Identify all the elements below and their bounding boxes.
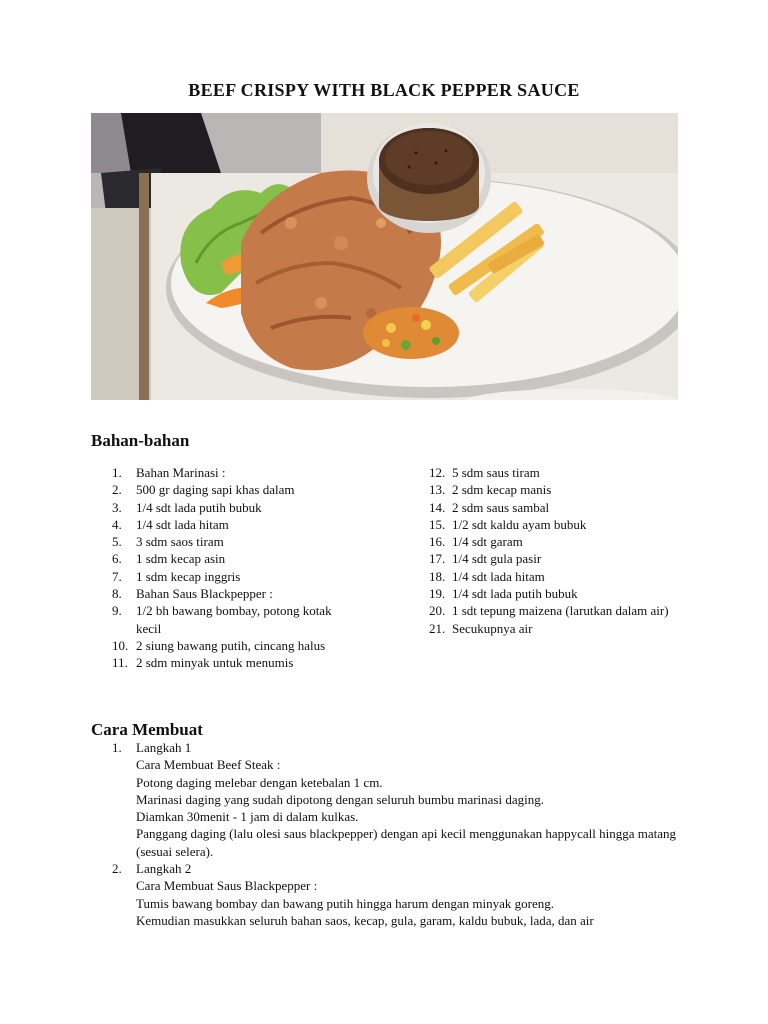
- step-line: Langkah 2: [136, 861, 192, 877]
- method-steps: [91, 739, 691, 929]
- ingredient-number: 11.: [112, 655, 128, 671]
- step-line: Marinasi daging yang sudah dipotong dengan seluruh bumbu marinasi daging.: [136, 791, 544, 807]
- ingredient-item: [91, 499, 341, 516]
- ingredient-number: 13.: [429, 482, 446, 498]
- ingredient-number: 20.: [429, 603, 446, 619]
- ingredient-number: 3.: [112, 499, 122, 515]
- ingredients-list-right: [429, 464, 684, 637]
- ingredient-text: 1/4 sdt garam: [452, 534, 523, 550]
- ingredient-text: Secukupnya air: [452, 620, 533, 636]
- ingredient-text: 5 sdm saus tiram: [452, 465, 540, 480]
- ingredient-item: [429, 550, 684, 567]
- ingredient-item: [91, 568, 341, 585]
- ingredient-text: 1/4 sdt lada hitam: [452, 568, 545, 584]
- ingredient-item: [429, 602, 684, 619]
- ingredient-text: 1/2 sdt kaldu ayam bubuk: [452, 516, 587, 532]
- ingredient-item: [429, 499, 684, 516]
- ingredient-number: 9.: [112, 603, 122, 619]
- dish-photo: [91, 113, 678, 400]
- ingredient-number: 5.: [112, 534, 122, 550]
- ingredient-number: 16.: [429, 534, 446, 550]
- step-line: Diamkan 30menit - 1 jam di dalam kulkas.: [136, 809, 359, 825]
- step-number: 2.: [112, 861, 122, 877]
- ingredient-text: Bahan Marinasi :: [136, 465, 226, 480]
- ingredient-text: 1 sdt tepung maizena (larutkan dalam air): [452, 603, 669, 619]
- ingredient-item: [429, 464, 684, 481]
- ingredient-text: 1/4 sdt lada putih bubuk: [452, 586, 578, 602]
- ingredient-text: 2 sdm minyak untuk menumis: [136, 655, 294, 671]
- ingredient-number: 12.: [429, 465, 446, 480]
- step-line: Tumis bawang bombay dan bawang putih hingga harum dengan minyak goreng.: [136, 895, 554, 911]
- ingredient-number: 1.: [112, 465, 122, 480]
- ingredient-number: 17.: [429, 551, 446, 567]
- ingredient-item: [91, 637, 341, 654]
- ingredient-number: 7.: [112, 568, 122, 584]
- step-line: Cara Membuat Saus Blackpepper :: [136, 878, 318, 894]
- ingredient-number: 10.: [112, 637, 129, 653]
- ingredient-text: 1/4 sdt gula pasir: [452, 551, 542, 567]
- ingredients-list-left: [91, 464, 341, 672]
- method-heading: Cara Membuat: [91, 720, 203, 739]
- ingredient-text: 3 sdm saos tiram: [136, 534, 224, 550]
- ingredient-number: 8.: [112, 586, 122, 602]
- ingredient-number: 18.: [429, 568, 446, 584]
- method-step: [91, 739, 691, 860]
- method-step: [91, 860, 691, 929]
- ingredient-text: 1/4 sdt lada hitam: [136, 516, 229, 532]
- ingredient-item: [91, 533, 341, 550]
- step-line: Panggang daging (lalu olesi saus blackpepper) dengan api kecil menggunakan happycall hingga matang (sesuai selera).: [136, 826, 677, 859]
- ingredient-number: 6.: [112, 551, 122, 567]
- step-line: Kemudian masukkan seluruh bahan saos, kecap, gula, garam, kaldu bubuk, lada, dan air: [136, 912, 594, 928]
- ingredient-number: 15.: [429, 516, 446, 532]
- ingredients-heading: Bahan-bahan: [91, 431, 190, 450]
- ingredient-text: Bahan Saus Blackpepper :: [136, 586, 273, 602]
- ingredient-item: [91, 464, 341, 481]
- ingredient-text: 2 sdm kecap manis: [452, 482, 552, 498]
- ingredient-text: 1 sdm kecap inggris: [136, 568, 241, 584]
- step-line: Cara Membuat Beef Steak :: [136, 757, 281, 773]
- step-number: 1.: [112, 740, 122, 755]
- ingredient-item: [429, 585, 684, 602]
- ingredient-item: [91, 550, 341, 567]
- ingredient-item: [429, 533, 684, 550]
- ingredient-text: 1 sdm kecap asin: [136, 551, 226, 567]
- ingredient-item: [429, 568, 684, 585]
- ingredient-item: [91, 654, 341, 671]
- ingredient-item: [91, 602, 341, 637]
- ingredient-number: 21.: [429, 620, 446, 636]
- recipe-title: BEEF CRISPY WITH BLACK PEPPER SAUCE: [188, 80, 580, 100]
- step-line: Langkah 1: [136, 740, 192, 755]
- ingredient-item: [91, 481, 341, 498]
- ingredient-item: [429, 481, 684, 498]
- ingredient-text: 1/4 sdt lada putih bubuk: [136, 499, 262, 515]
- ingredient-item: [91, 585, 341, 602]
- ingredient-text: 2 sdm saus sambal: [452, 499, 550, 515]
- ingredient-text: 1/2 bh bawang bombay, potong kotak kecil: [136, 603, 332, 636]
- ingredient-number: 19.: [429, 586, 446, 602]
- ingredient-number: 4.: [112, 516, 122, 532]
- step-line: Potong daging melebar dengan ketebalan 1 cm.: [136, 774, 383, 790]
- ingredient-item: [429, 620, 684, 637]
- ingredient-text: 2 siung bawang putih, cincang halus: [136, 637, 326, 653]
- ingredient-item: [429, 516, 684, 533]
- ingredient-item: [91, 516, 341, 533]
- ingredient-text: 500 gr daging sapi khas dalam: [136, 482, 295, 498]
- ingredient-number: 14.: [429, 499, 446, 515]
- ingredient-number: 2.: [112, 482, 122, 498]
